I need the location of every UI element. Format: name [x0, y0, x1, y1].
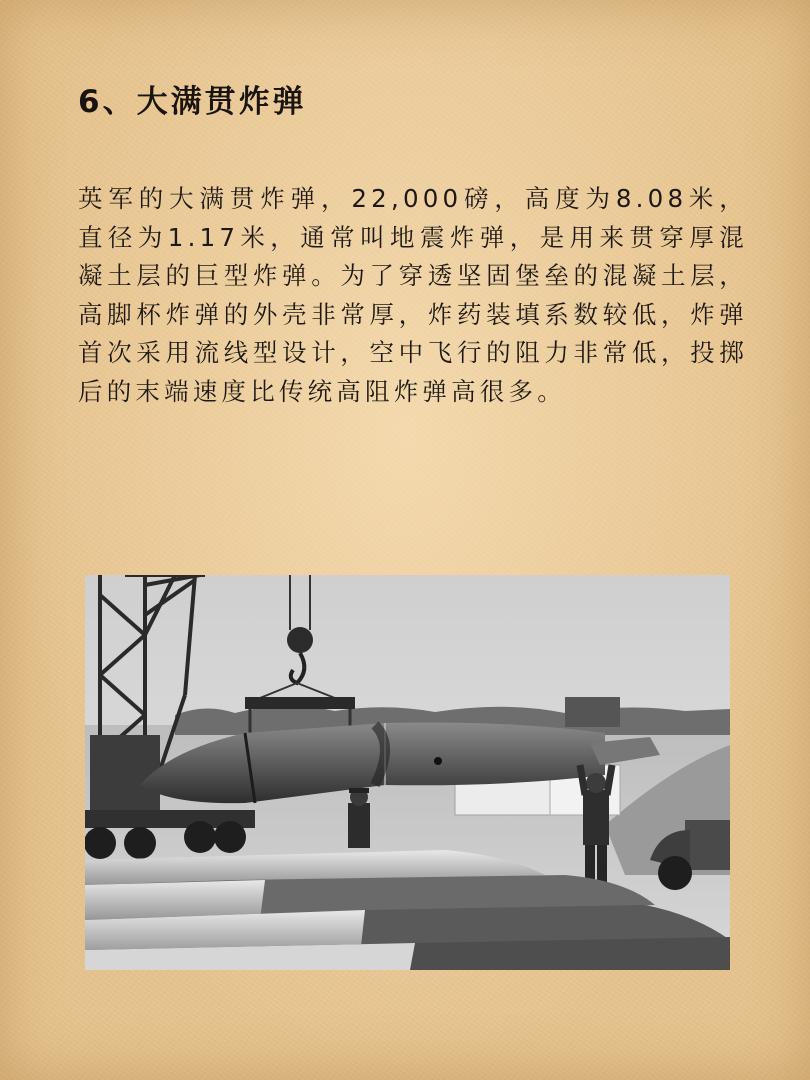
bomb-photo — [85, 575, 730, 970]
crane-wheel — [85, 827, 116, 859]
crane-wheel — [184, 821, 216, 853]
crane-cab — [90, 735, 160, 815]
tail-fin — [565, 697, 620, 727]
crane-wheel — [214, 821, 246, 853]
airman — [348, 788, 370, 848]
article-paragraph: 英军的大满贯炸弹，22,000磅，高度为8.08米，直径为1.17米，通常叫地震炸弹，是用来贯穿厚混凝土层的巨型炸弹。为了穿透坚固堡垒的混凝土层，高脚杯炸弹的外壳非常厚，炸药装填系数较低，炸弹首次采用流线型设计，空中飞行的阻力非常低，投掷后的末端速度比传统高阻炸弹高很多。 — [78, 184, 748, 406]
page-title: 6、大满贯炸弹 — [78, 84, 307, 120]
crane-wheel — [124, 827, 156, 859]
